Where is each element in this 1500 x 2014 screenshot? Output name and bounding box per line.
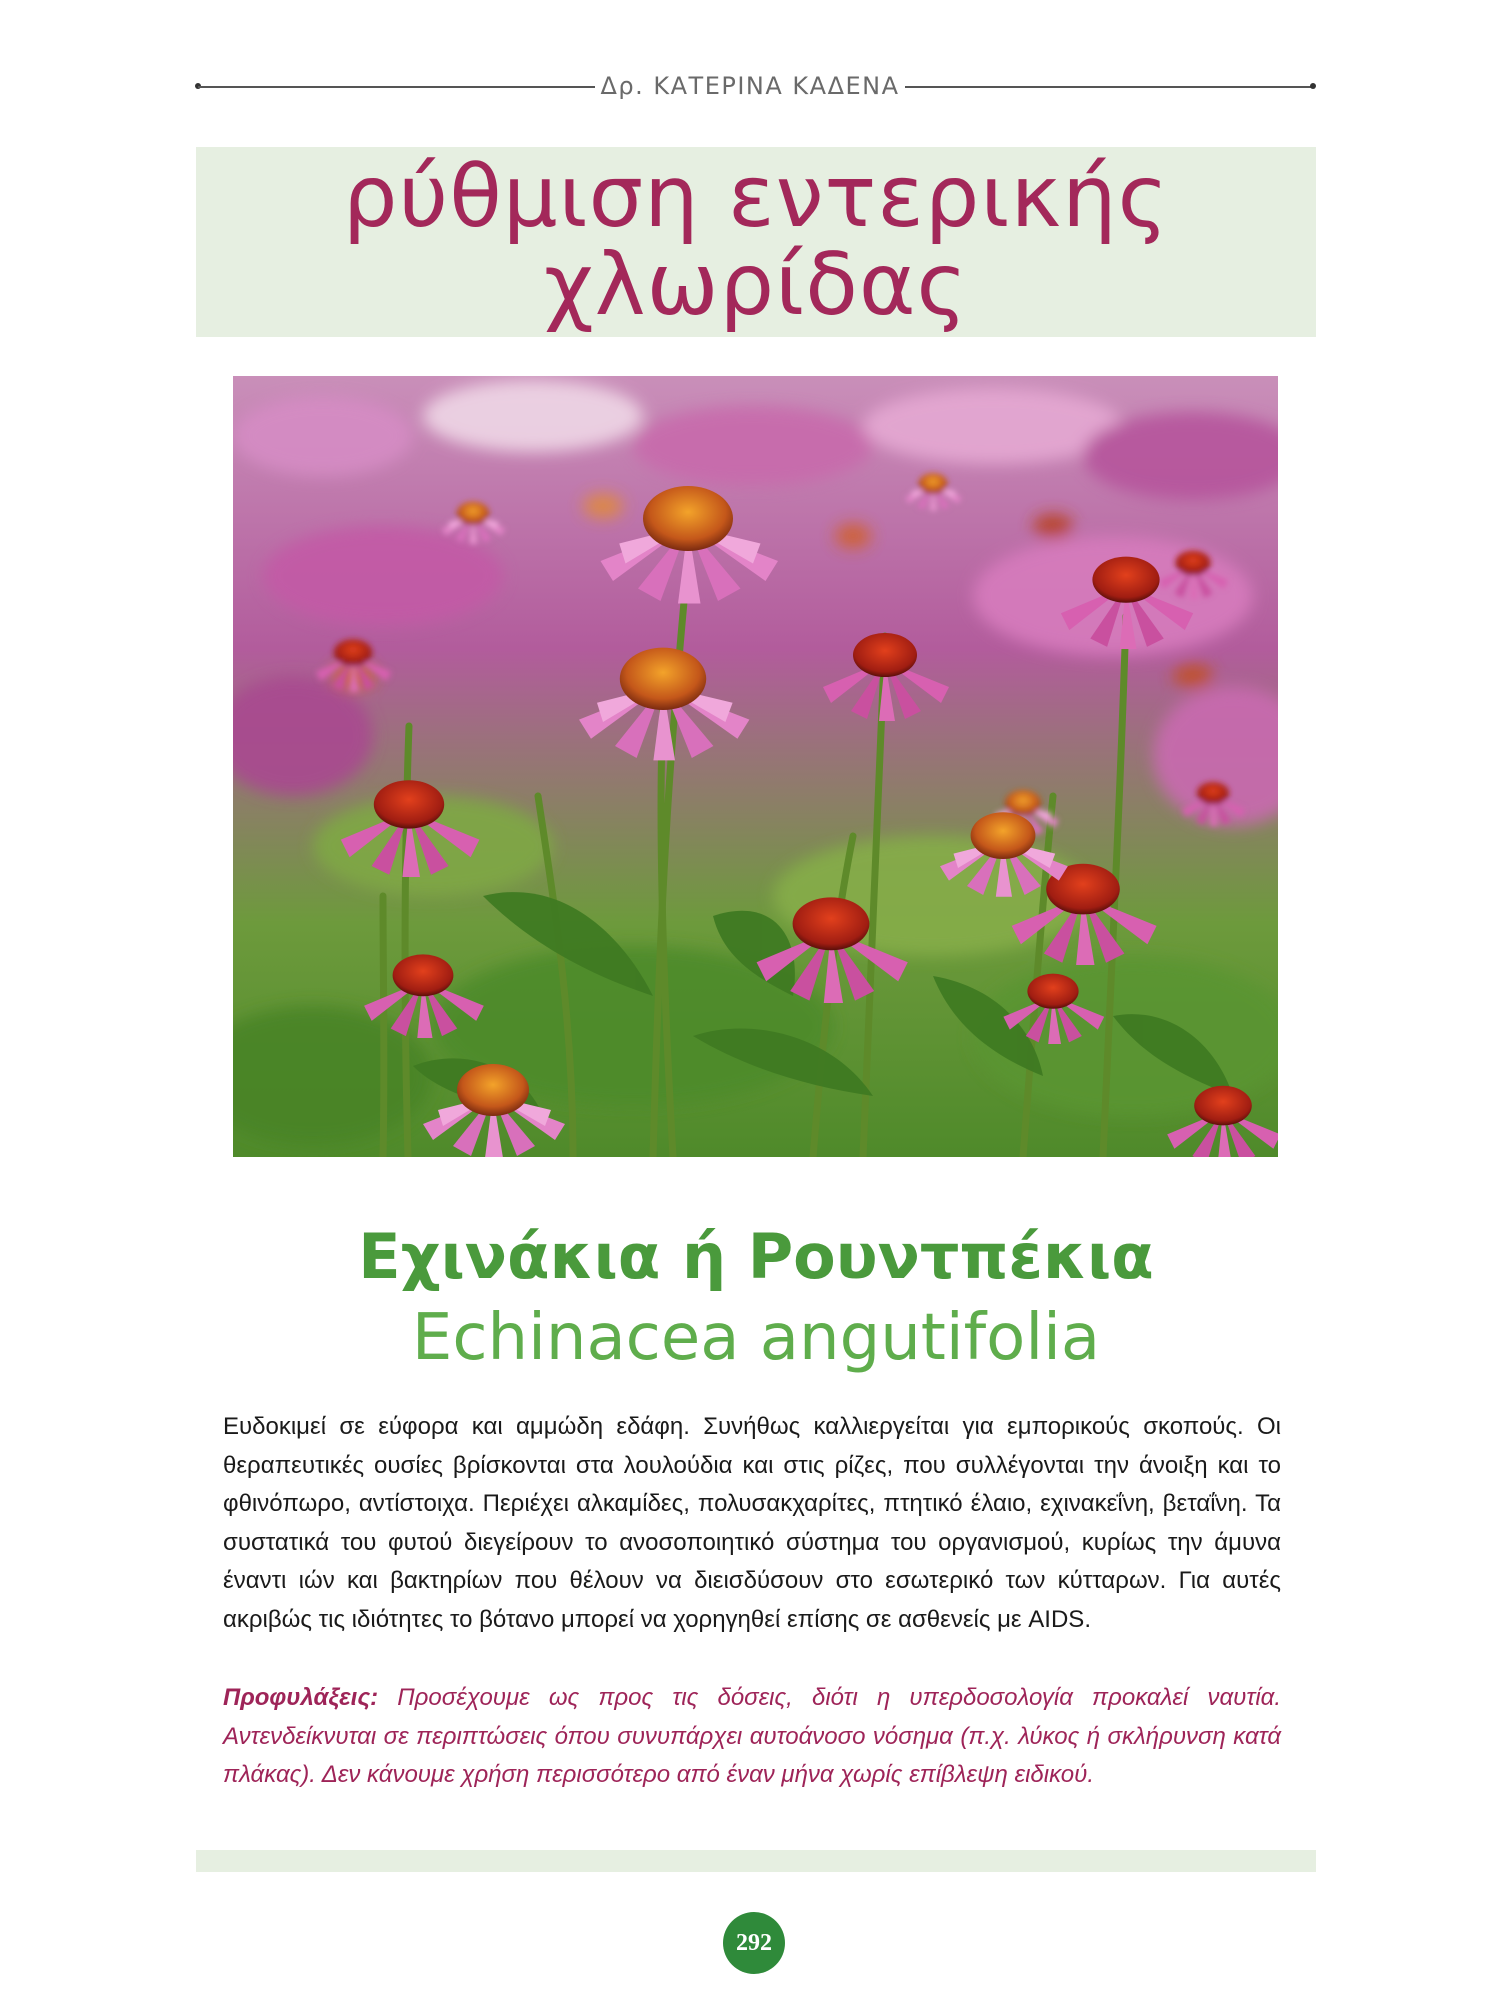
header-rule-dot-right <box>1310 83 1316 89</box>
precautions-text: Προσέχουμε ως προς τις δόσεις, διότι η υπερδοσολογία προκαλεί ναυτία. Αντενδείκνυται σε περιπτώσεις όπου συνυπάρχει αυτοάνοσο νόσημα (π.χ. λύκος ή σκλήρυνση κατά πλάκας). Δεν κάνουμε χρήση περισσότερο από έναν μήνα χωρίς επίβλεψη ειδικού. <box>223 1684 1281 1788</box>
title-line-1: ρύθμιση εντερικής <box>342 147 1170 247</box>
precautions-paragraph <box>223 1679 1281 1795</box>
page-number-badge: 292 <box>723 1912 785 1974</box>
header-rule-left <box>198 86 595 88</box>
footer-band <box>196 1850 1316 1872</box>
title-line-2: χλωρίδας <box>543 235 969 335</box>
plant-latin-name: Echinacea angutifolia <box>411 1301 1101 1375</box>
echinacea-photo <box>233 376 1278 1157</box>
description-paragraph: Ευδοκιμεί σε εύφορα και αμμώδη εδάφη. Συνήθως καλλιεργείται για εμπορικούς σκοπούς. Οι θεραπευτικές ουσίες βρίσκονται στα λουλούδια και στις ρίζες, που συλλέγονται την άνοιξη και το φθινόπωρο, αντίστοιχα. Περιέχει αλκαμίδες, πολυσακχαρίτες, πτητικό έλαιο, εχινακεΐνη, βεταΐνη. Τα συστατικά του φυτού διεγείρουν το ανοσοποιητικό σύστημα του οργανισμού, κυρίως την άμυνα έναντι ιών και βακτηρίων που θέλουν να διεισδύσουν στο εσωτερικό των κύτταρων. Για αυτές ακριβώς τις ιδιότητες το βότανο μπορεί να χορηγηθεί επίσης σε ασθενείς με AIDS. <box>223 1413 1281 1633</box>
page-title <box>196 147 1316 337</box>
plant-greek-name: Εχινάκια ή Ρουντπέκια <box>358 1220 1154 1293</box>
author-name: Δρ. ΚΑΤΕΡΙΝΑ ΚΑΔΕΝΑ <box>600 72 900 100</box>
header-rule-right <box>905 86 1312 88</box>
precautions-label: Προφυλάξεις: <box>223 1684 379 1711</box>
